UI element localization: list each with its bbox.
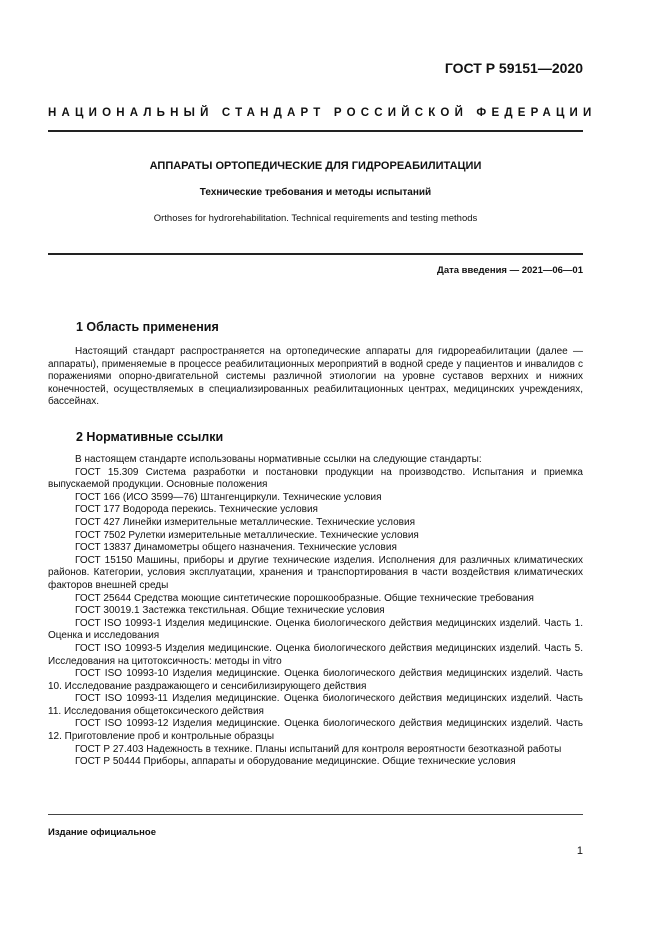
section-1-body — [48, 346, 583, 409]
section-2-heading: 2 Нормативные ссылки — [76, 430, 224, 444]
page-number: 1 — [576, 845, 583, 857]
references-intro: В настоящем стандарте использованы нормативные ссылки на следующие стандарты: — [75, 454, 482, 465]
section-1-paragraph: Настоящий стандарт распространяется на ортопедические аппараты для гидрореабилитации (далее — аппараты), применяемые в процессе реабилитационных мероприятий в водной среде у пациентов и инвалидов с поражениями опорно-двигательной системы различной этиологии на уровне суставов верхних и нижних конечностей, осуществляемых в специализированных реабилитационных центрах, медицинских учреждениях, бассейнах. — [48, 346, 583, 408]
reference-item: ГОСТ 25644 Средства моющие синтетические порошкообразные. Общие технические требования — [75, 592, 534, 604]
reference-item: ГОСТ 13837 Динамометры общего назначения. Технические условия — [75, 542, 397, 554]
reference-item: ГОСТ ISO 10993-10 Изделия медицинские. Оценка биологического действия медицинских изделий. Часть 10. Исследование раздражающего и сенсибилизирующего действия — [48, 668, 583, 692]
reference-item: ГОСТ 166 (ИСО 3599—76) Штангенциркули. Технические условия — [75, 491, 382, 503]
reference-item: ГОСТ 30019.1 Застежка текстильная. Общие технические условия — [75, 605, 385, 617]
references-list — [48, 454, 583, 769]
footer-divider — [48, 814, 583, 815]
reference-item: ГОСТ Р 50444 Приборы, аппараты и оборудование медицинские. Общие технические условия — [75, 756, 516, 768]
reference-item: ГОСТ 427 Линейки измерительные металлические. Технические условия — [75, 516, 415, 528]
document-title: АППАРАТЫ ОРТОПЕДИЧЕСКИЕ ДЛЯ ГИДРОРЕАБИЛИТАЦИИ — [149, 160, 482, 172]
national-standard-banner: НАЦИОНАЛЬНЫЙ СТАНДАРТ РОССИЙСКОЙ ФЕДЕРАЦИИ — [48, 107, 597, 119]
title-divider — [48, 253, 583, 255]
english-title: Orthoses for hydrorehabilitation. Technical requirements and testing methods — [153, 213, 478, 224]
section-1-heading: 1 Область применения — [76, 320, 219, 334]
reference-item: ГОСТ 7502 Рулетки измерительные металлические. Технические условия — [75, 529, 419, 541]
reference-item: ГОСТ ISO 10993-11 Изделия медицинские. Оценка биологического действия медицинских изделий. Часть 11. Исследования общетоксического действия — [48, 693, 583, 717]
reference-item: ГОСТ ISO 10993-12 Изделия медицинские. Оценка биологического действия медицинских изделий. Часть 12. Приготовление проб и контрольные образцы — [48, 718, 583, 743]
top-divider — [48, 130, 583, 132]
reference-item: ГОСТ 15.309 Система разработки и постановки продукции на производство. Испытания и приемка выпускаемой продукции. Основные положения — [48, 466, 583, 491]
introduction-date: Дата введения — 2021—06—01 — [437, 265, 583, 276]
official-edition-label: Издание официальное — [48, 827, 156, 838]
reference-item: ГОСТ ISO 10993-5 Изделия медицинские. Оценка биологического действия медицинских изделий. Часть 5. Исследования на цитотоксичность: методы in vitro — [48, 642, 583, 667]
document-code: ГОСТ Р 59151—2020 — [444, 60, 583, 76]
reference-item: ГОСТ Р 27.403 Надежность в технике. Планы испытаний для контроля вероятности безотказной работы — [75, 743, 562, 755]
reference-item: ГОСТ 177 Водорода перекись. Технические условия — [75, 504, 318, 516]
reference-item: ГОСТ ISO 10993-1 Изделия медицинские. Оценка биологического действия медицинских изделий. Часть 1. Оценка и исследования — [48, 617, 583, 642]
document-subtitle: Технические требования и методы испытаний — [199, 187, 432, 198]
reference-item: ГОСТ 15150 Машины, приборы и другие технические изделия. Исполнения для различных климатических районов. Категории, условия эксплуатации, хранения и транспортирования в части воздействия климатических факторов внешней среды — [48, 554, 583, 591]
